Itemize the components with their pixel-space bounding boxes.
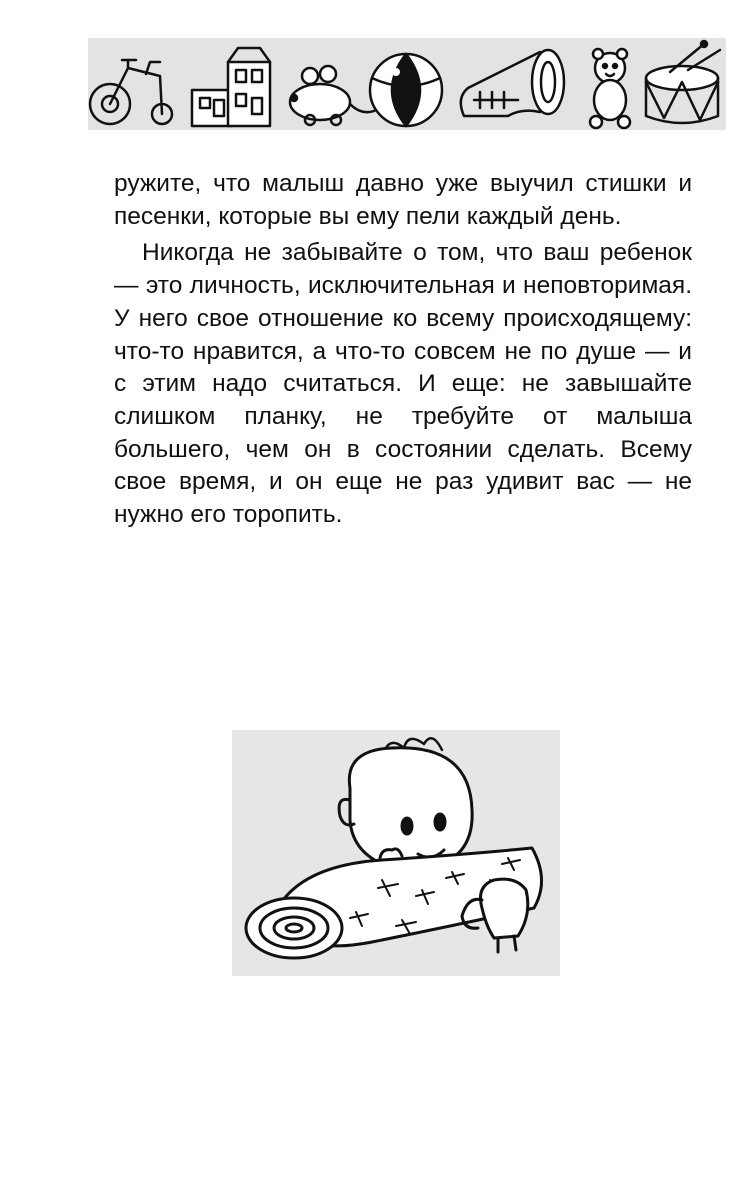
toy-house-icon	[192, 48, 270, 126]
baby-with-blanket-drawing	[232, 730, 560, 976]
ball-icon	[370, 54, 442, 126]
teddy-bear-icon	[590, 49, 630, 128]
toy-plush	[481, 879, 528, 938]
toy-banner-drawing	[88, 38, 726, 130]
baby-head	[349, 748, 472, 864]
tuba-icon	[461, 50, 564, 116]
main-text	[114, 168, 692, 536]
baby-illustration	[232, 730, 560, 976]
tricycle-icon	[90, 60, 172, 124]
drum-icon	[646, 41, 720, 123]
toy-banner	[88, 38, 726, 130]
baby-eye-right	[435, 814, 445, 830]
baby-eye-left	[402, 818, 412, 834]
paragraph-advice: Никогда не забывайте о том, что ваш ребенок — это личность, исключительная и неповторимая. У него свое отношение ко всему происходящему: что-то нравится, а что-то совсем не по душе — и с этим надо считаться. И еще: не завышайте слишком планку, не требуйте от малыша большего, чем он в состоянии сделать. Всему свое время, и он еще не раз удивит вас — не нужно его торопить.	[114, 239, 692, 529]
paragraph-continuation: ружите, что малыш давно уже выучил стишки и песенки, которые вы ему пели каждый день.	[114, 170, 692, 230]
toy-mouse-icon	[290, 66, 380, 125]
